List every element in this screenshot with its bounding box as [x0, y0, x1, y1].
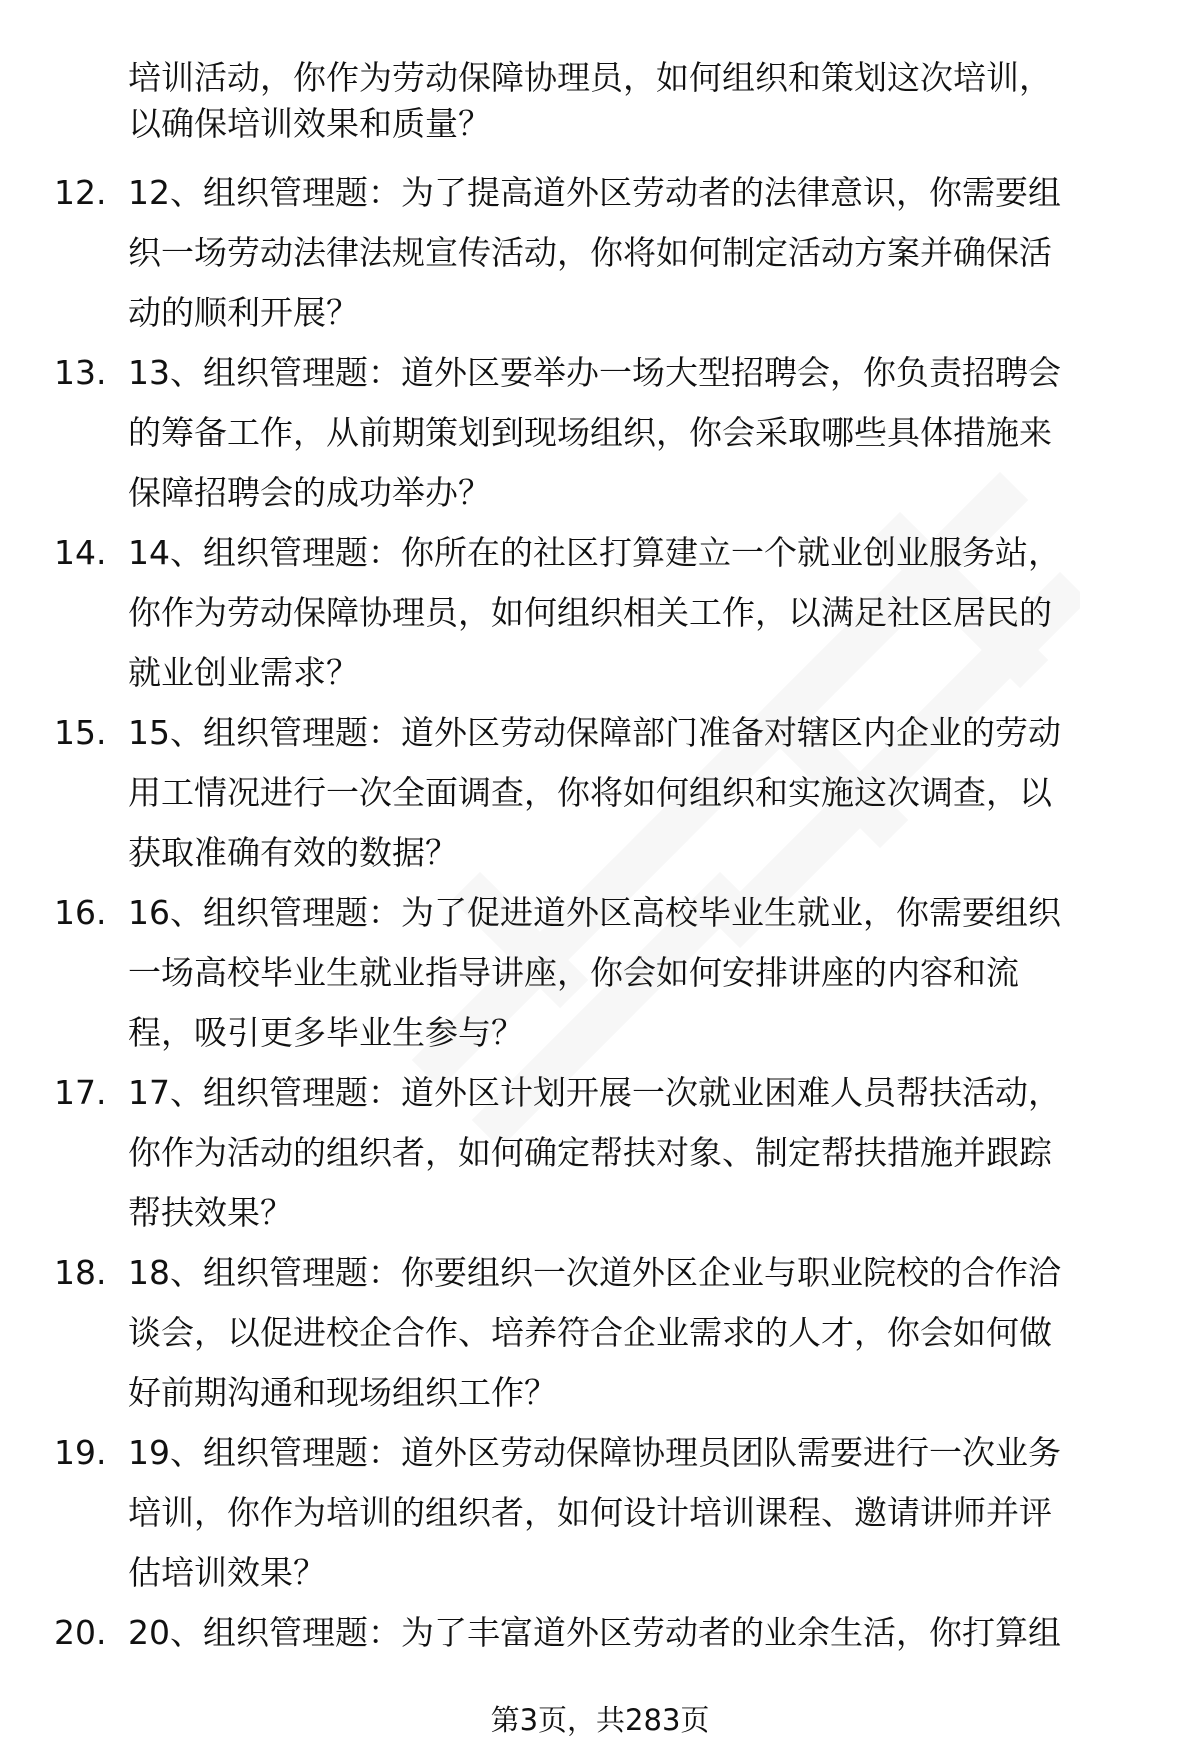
question-line: 帮扶效果？: [128, 1193, 293, 1232]
question-line: 动的顺利开展？: [128, 293, 359, 332]
question-text: [128, 1063, 1148, 1243]
question-text: [128, 703, 1148, 883]
question-number: 19.: [54, 1433, 107, 1472]
question-line: 程，吸引更多毕业生参与？: [128, 1013, 524, 1052]
question-number: 18.: [54, 1253, 107, 1292]
question-text: [128, 1243, 1148, 1423]
question-number: 17.: [54, 1073, 107, 1112]
question-number: 15.: [54, 713, 107, 752]
question-line: 用工情况进行一次全面调查，你将如何组织和实施这次调查，以: [128, 773, 1052, 812]
question-text: [128, 163, 1148, 343]
question-number: 16.: [54, 893, 107, 932]
question-number: 13.: [54, 353, 107, 392]
question-line: 一场高校毕业生就业指导讲座，你会如何安排讲座的内容和流: [128, 953, 1019, 992]
question-line: 保障招聘会的成功举办？: [128, 473, 491, 512]
question-line: 谈会，以促进校企合作、培养符合企业需求的人才，你会如何做: [128, 1313, 1052, 1352]
question-number: 12.: [54, 173, 107, 212]
question-line: 你作为劳动保障协理员，如何组织相关工作，以满足社区居民的: [128, 593, 1052, 632]
question-text: [128, 883, 1148, 1063]
page-footer: 第3页，共283页: [490, 1703, 710, 1737]
question-line: 织一场劳动法律法规宣传活动，你将如何制定活动方案并确保活: [128, 233, 1052, 272]
question-line: 好前期沟通和现场组织工作？: [128, 1373, 557, 1412]
question-line: 就业创业需求？: [128, 653, 359, 692]
question-number: 20.: [54, 1613, 107, 1652]
question-line: 14、组织管理题：你所在的社区打算建立一个就业创业服务站，: [128, 533, 1061, 572]
question-line: 20、组织管理题：为了丰富道外区劳动者的业余生活，你打算组: [128, 1613, 1061, 1652]
question-line: 获取准确有效的数据？: [128, 833, 458, 872]
question-line: 12、组织管理题：为了提高道外区劳动者的法律意识，你需要组: [128, 173, 1061, 212]
question-number: 14.: [54, 533, 107, 572]
question-text: [128, 343, 1148, 523]
question-text: [128, 1423, 1148, 1603]
question-line: 19、组织管理题：道外区劳动保障协理员团队需要进行一次业务: [128, 1433, 1061, 1472]
question-line: 15、组织管理题：道外区劳动保障部门准备对辖区内企业的劳动: [128, 713, 1061, 752]
question-line: 13、组织管理题：道外区要举办一场大型招聘会，你负责招聘会: [128, 353, 1061, 392]
question-line: 18、组织管理题：你要组织一次道外区企业与职业院校的合作洽: [128, 1253, 1061, 1292]
continuation-line-2: 以确保培训效果和质量？: [128, 104, 491, 143]
question-line: 16、组织管理题：为了促进道外区高校毕业生就业，你需要组织: [128, 893, 1061, 932]
question-line: 17、组织管理题：道外区计划开展一次就业困难人员帮扶活动，: [128, 1073, 1061, 1112]
question-text: [128, 523, 1148, 703]
question-text: [128, 1603, 1148, 1663]
question-line: 培训，你作为培训的组织者，如何设计培训课程、邀请讲师并评: [128, 1493, 1052, 1532]
question-line: 你作为活动的组织者，如何确定帮扶对象、制定帮扶措施并跟踪: [128, 1133, 1052, 1172]
question-line: 估培训效果？: [128, 1553, 326, 1592]
continuation-line-1: 培训活动，你作为劳动保障协理员，如何组织和策划这次培训，: [128, 58, 1052, 97]
question-line: 的筹备工作，从前期策划到现场组织，你会采取哪些具体措施来: [128, 413, 1052, 452]
